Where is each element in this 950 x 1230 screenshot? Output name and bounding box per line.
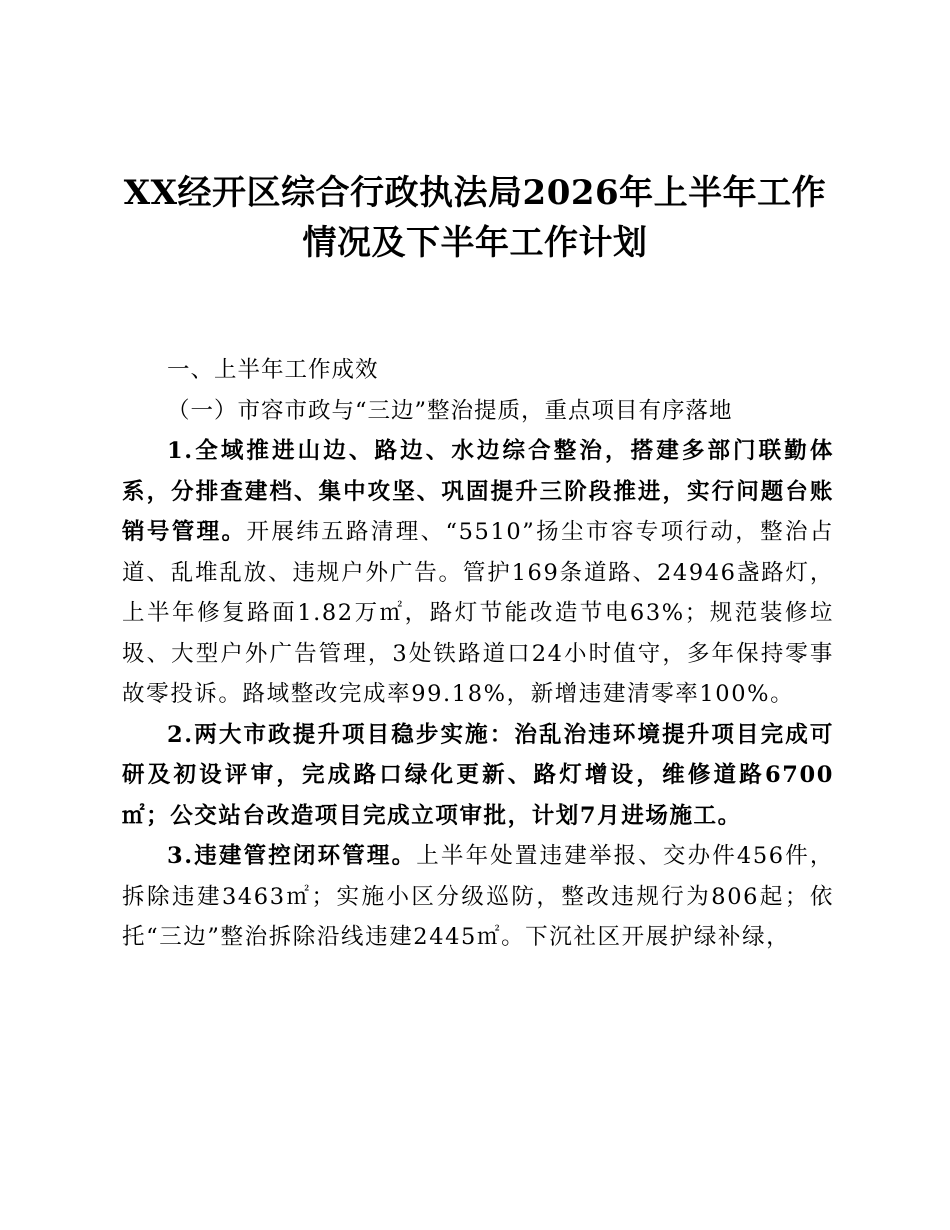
paragraph-3 [122,836,834,958]
paragraph-1 [122,431,834,715]
section-heading: 一、上半年工作成效 [167,357,379,383]
paragraph-3-lead: 3.违建管控闭环管理。 [167,843,417,869]
document-title [60,168,890,268]
title-line-1: XX经开区综合行政执法局2026年上半年工作 [123,173,827,213]
paragraph-2-lead: 2.两大市政提升项目稳步实施：治乱治违环境提升项目完成可研及初设评审，完成路口绿化更新、路灯增设，维修道路6700㎡；公交站台改造项目完成立项审批，计划7月进场施工。 [122,721,834,829]
paragraph-1-text: 开展纬五路清理、“5510”扬尘市容专项行动，整治占道、乱堆乱放、违规户外广告。管护169条道路、24946盏路灯，上半年修复路面1.82万㎡，路灯节能改造节电63%；规范装修垃圾、大型户外广告管理，3处铁路道口24小时值守，多年保持零事故零投诉。路域整改完成率99.18%，新增违建清零率100%。 [122,519,834,707]
paragraph-1-lead: 1.全域推进山边、路边、水边综合整治，搭建多部门联勤体系，分排查建档、集中攻坚、巩固提升三阶段推进，实行问题台账销号管理。 [122,438,834,545]
title-line-2: 情况及下半年工作计划 [302,223,648,263]
paragraph-2 [122,715,834,837]
paragraph-3-text: 上半年处置违建举报、交办件456件，拆除违建3463㎡；实施小区分级巡防，整改违规行为806起；依托“三边”整治拆除沿线违建2445㎡。下沉社区开展护绿补绿， [122,843,835,950]
subsection-heading: （一）市容市政与“三边”整治提质，重点项目有序落地 [167,397,733,424]
document-body [122,350,834,958]
